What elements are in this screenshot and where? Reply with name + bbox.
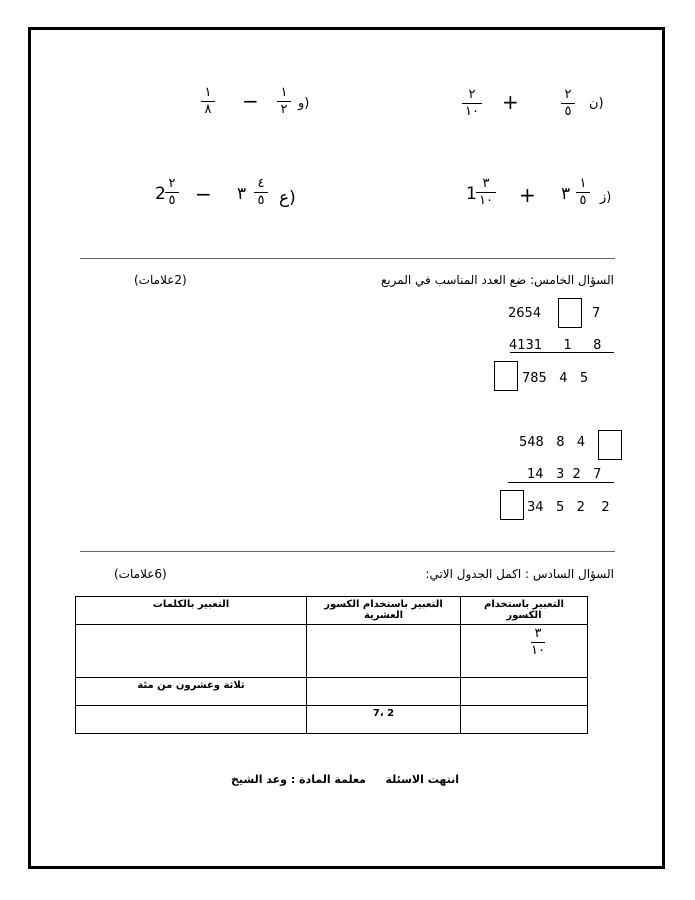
footer-end: انتهت الاسئلة [385,773,459,786]
q5-row5-underline [508,482,614,483]
divider-2 [80,551,615,552]
fraction-n-b: ٢ ١٠ [462,88,482,119]
cell-r2-fraction[interactable] [461,678,588,706]
operator-ayn: − [195,182,212,206]
q5-row3: 785 4 5 [522,371,589,386]
answer-box-1[interactable] [558,298,582,328]
q5-row5: 14 3 2 7 [527,467,602,482]
cell-r1-fraction [461,625,588,678]
q6-table [75,596,588,734]
fraction-ayn-a: ٤ ٥ [254,177,268,208]
operator-n: + [502,90,519,114]
whole-ayn-b: 2 [155,184,166,204]
footer-teacher: معلمة المادة : وعد الشيخ [230,773,366,786]
fraction-w-b: ١ ٨ [201,86,215,117]
whole-ayn-a: ٣ [237,184,247,204]
cell-r3-decimal: 2 ،7 [307,706,461,734]
cell-r1-words[interactable] [76,625,307,678]
fraction-z-b: ٣ ١٠ [476,177,496,208]
q5-row6: 34 5 2 2 [527,500,610,515]
fraction-w-a: ١ ٢ [277,86,291,117]
fraction-z-a: ١ ٥ [576,177,590,208]
q5-row1-left: 2654 [508,306,542,321]
whole-z-b: 1 [466,184,477,204]
whole-z-a: ٣ [561,184,571,204]
header-words: التعبير بالكلمات [76,597,307,625]
label-w: و) [298,96,310,111]
cell-r2-decimal[interactable] [307,678,461,706]
cell-r3-fraction[interactable] [461,706,588,734]
q5-row2: 4131 1 8 [509,338,602,353]
answer-box-2[interactable] [494,361,518,391]
cell-r2-words: ثلاثة وعشرون من مئة [76,678,307,706]
q5-row4: 548 8 4 [519,435,586,450]
label-ayn: ع) [279,188,296,208]
r1-fraction: ٣ ١٠ [531,626,545,658]
answer-box-3[interactable] [598,430,622,460]
divider-1 [80,258,615,259]
cell-r1-decimal[interactable] [307,625,461,678]
q5-marks: (2علامات) [134,273,187,287]
q5-row1-right: 7 [592,306,601,321]
fraction-n-a: ٢ ٥ [561,88,575,119]
cell-r3-words[interactable] [76,706,307,734]
q6-marks: (6علامات) [114,567,167,581]
operator-w: − [242,89,259,113]
fraction-ayn-b: ٢ ٥ [165,177,179,208]
q6-title: السؤال السادس : اكمل الجدول الاتي: [425,567,614,581]
operator-z: + [519,183,536,207]
label-n: ن) [589,96,604,111]
q5-row2-underline [510,352,614,353]
header-decimals: التعبير باستخدام الكسور العشرية [307,597,461,625]
answer-box-4[interactable] [500,490,524,520]
q5-title: السؤال الخامس: ضع العدد المناسب في المربع [380,273,614,287]
header-fractions: التعبير باستخدام الكسور [461,597,588,625]
label-z: ز) [600,190,612,205]
